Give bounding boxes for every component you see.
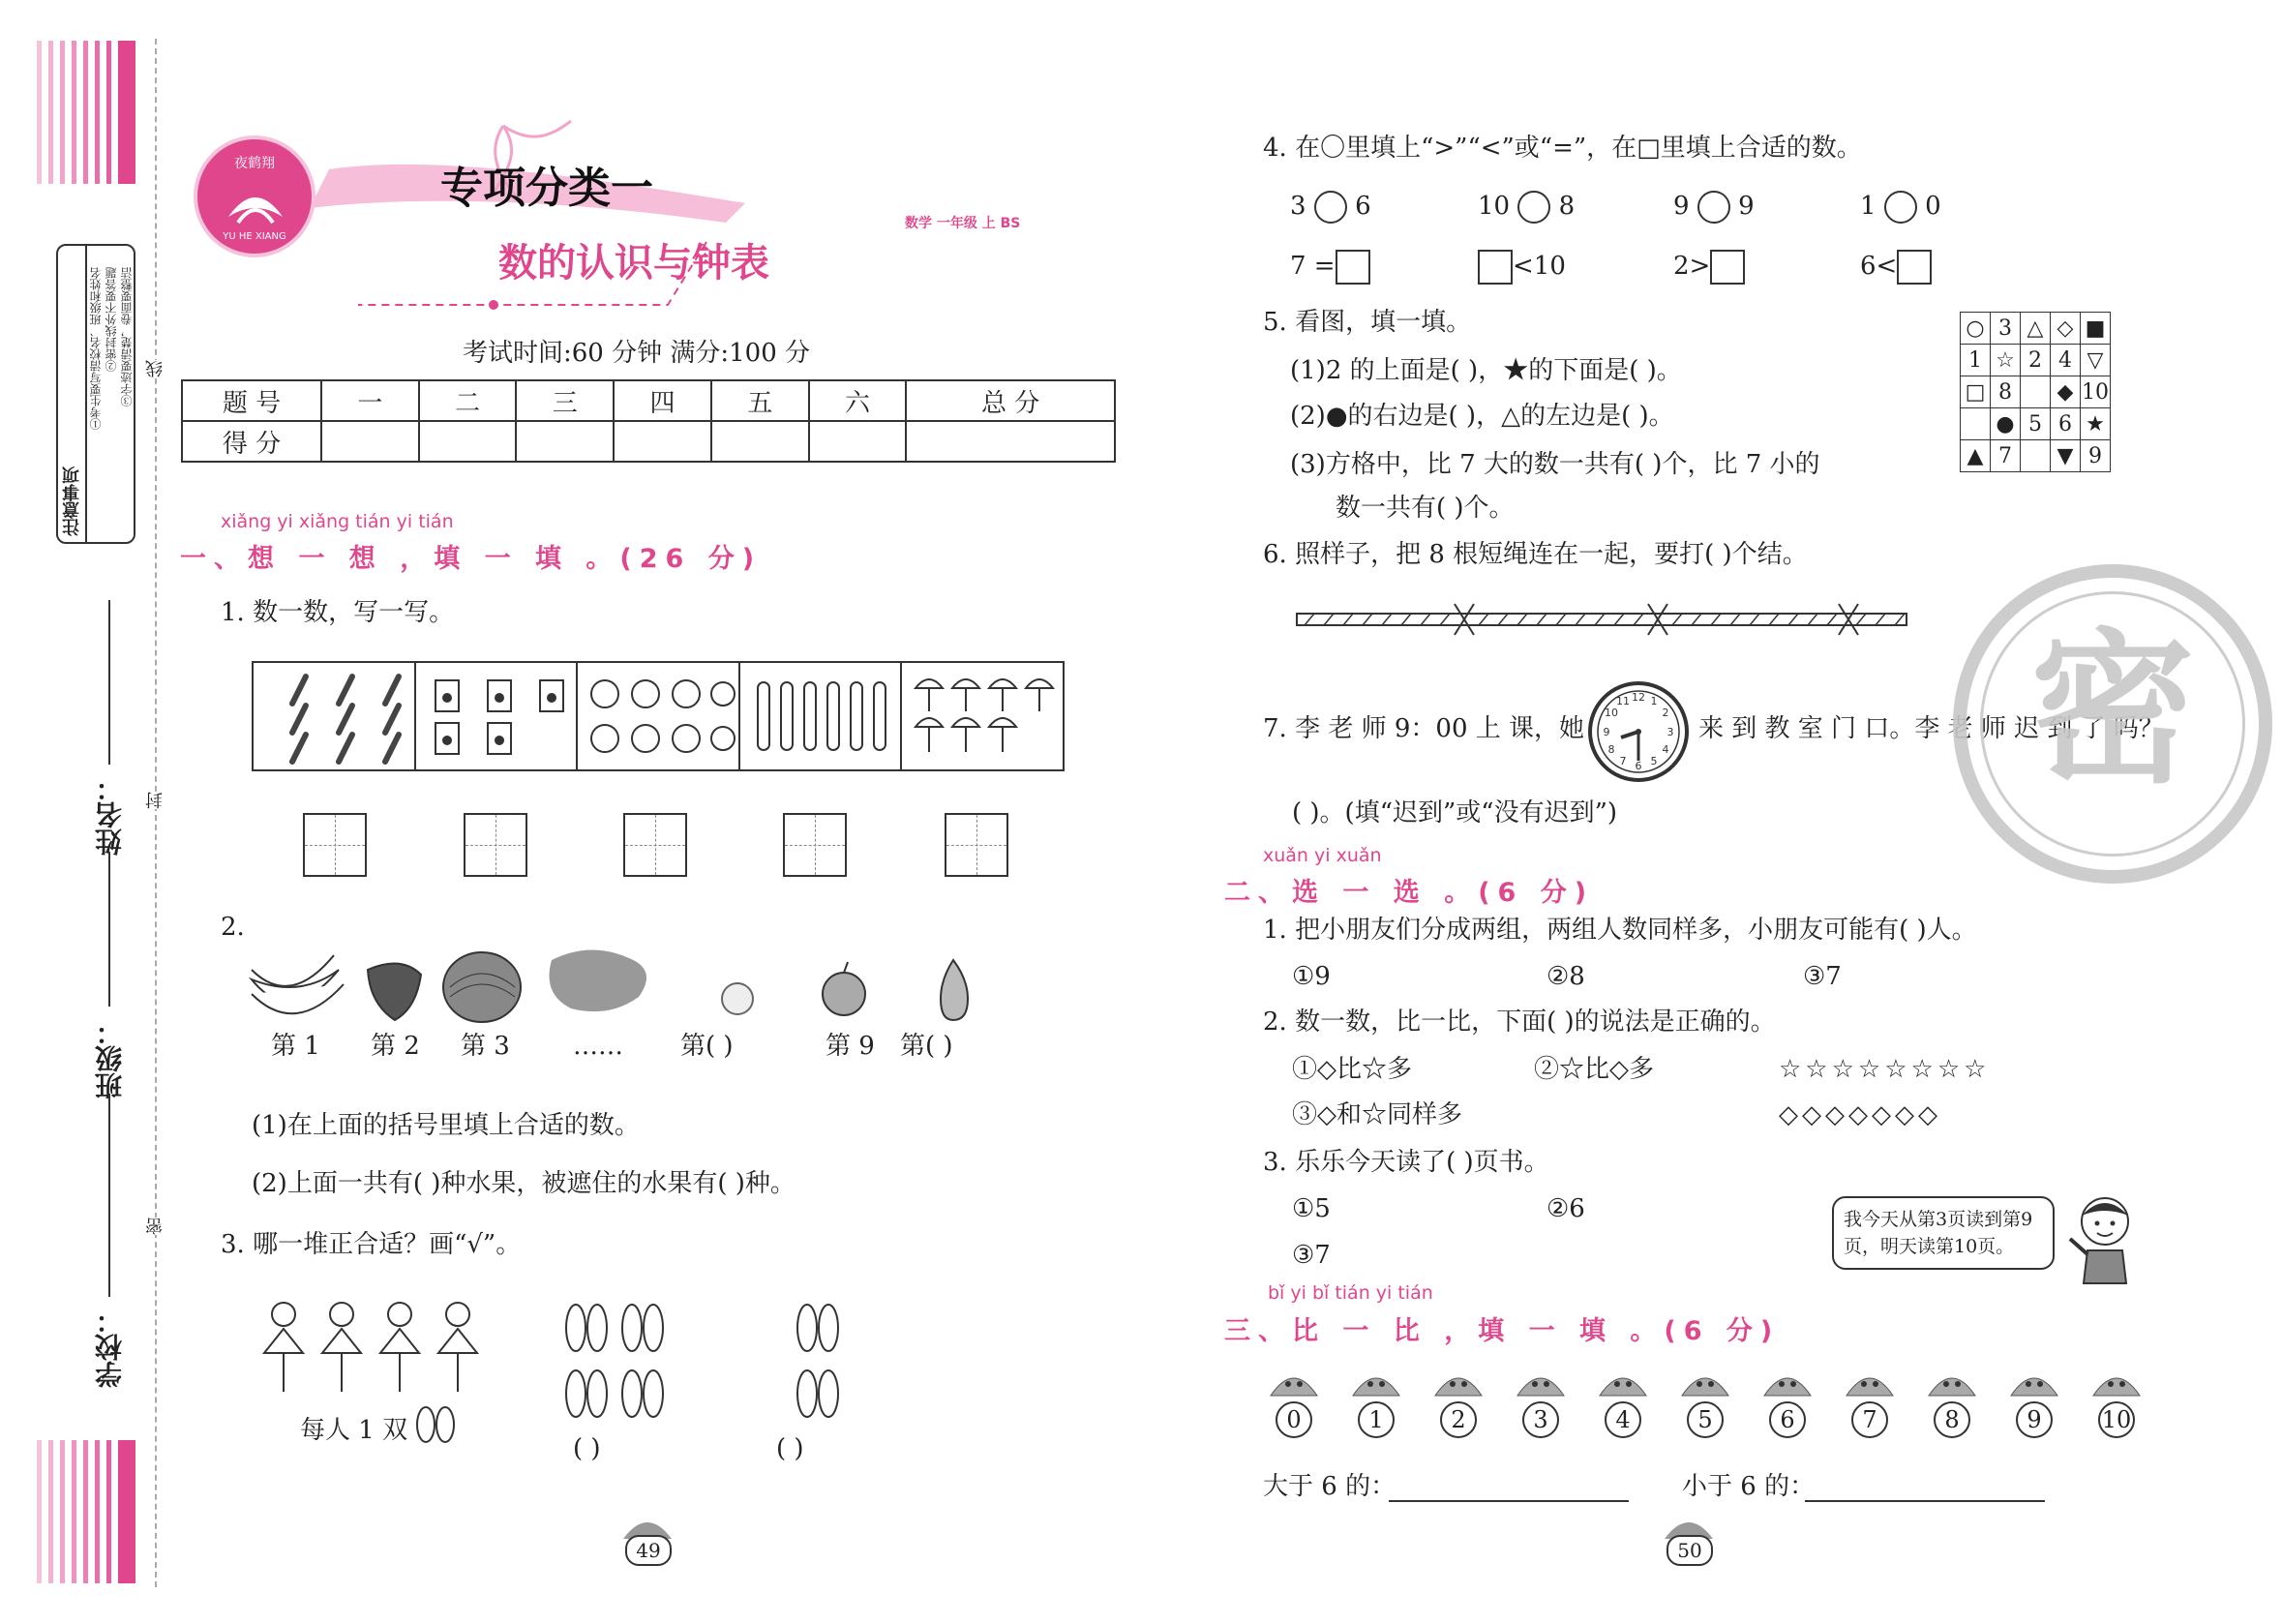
fill-box[interactable] [1336,250,1370,285]
score-header-cell: 总 分 [906,380,1115,421]
q4-right-value: 0 [1925,192,1941,221]
speech-bubble-text: 我今天从第3页读到第9页，明天读第10页。 [1844,1209,2033,1257]
margin-stripes-bottom [37,1440,143,1583]
shoes-pile-a [556,1297,673,1428]
symbol-grid [1960,312,2111,472]
q4-fill-label: 7 = [1290,252,1336,281]
number-circle: 10 [2098,1401,2135,1438]
s2-q3-option-3[interactable]: ③7 [1292,1241,1331,1270]
score-table [181,379,1116,463]
fill-box[interactable] [1478,250,1513,285]
s2-q3-option-2[interactable]: ②6 [1546,1194,1585,1223]
creature-icon [1512,1367,1570,1398]
creature-icon [1841,1367,1899,1398]
umbrellas-group [902,663,1063,769]
s2-q1-option-1[interactable]: ①9 [1292,962,1331,991]
page-number-right-text: 50 [1666,1535,1713,1566]
answer-box-4[interactable] [783,813,847,877]
section2-pinyin: xuǎn yi xuǎn [1263,845,1382,866]
dancers-picture [259,1295,511,1411]
creature-icon [1676,1367,1734,1398]
test-tubes-group [740,663,903,769]
stars-row: ☆☆☆☆☆☆☆☆ [1779,1055,1991,1084]
svg-text:8: 8 [1607,743,1615,756]
q4-fill-label: 6< [1860,252,1898,281]
clock-icon [1584,677,1693,786]
score-header-cell: 五 [711,380,809,421]
brand-name: 夜鹤翔 [234,156,275,171]
answer-box-5[interactable] [945,813,1008,877]
grid-cell: △ [2021,313,2051,345]
creature-icon [1758,1367,1817,1398]
grid-cell: ○ [1961,313,1991,345]
school-field-line[interactable] [108,1094,110,1297]
q5-line-3b: 数一共有( )个。 [1336,494,1515,523]
score-header-cell: 一 [321,380,419,421]
creature-icon [1594,1367,1652,1398]
q1-prompt: 1. 数一数，写一写。 [221,598,455,627]
strawberry-icon [368,964,421,1020]
school-field-label: 学校： [94,1307,126,1388]
grid-cell: ▲ [1961,440,1991,472]
score-cell[interactable] [516,421,614,462]
score-header-cell: 题 号 [182,380,321,421]
fruit-label-blank-1[interactable]: 第( ) [680,1032,734,1061]
grid-cell: 6 [2051,408,2081,440]
score-cell[interactable] [614,421,711,462]
number-creature [1676,1367,1734,1438]
fruit-label-blank-2[interactable]: 第( ) [900,1032,953,1061]
number-circle: 1 [1358,1401,1395,1438]
watermelon-icon [443,952,521,1022]
grid-cell: ◆ [2051,376,2081,408]
q2-part1: (1)在上面的括号里填上合适的数。 [252,1111,640,1140]
grid-cell: 3 [1991,313,2021,345]
grid-cell: 9 [2081,440,2111,472]
score-header-cell: 六 [809,380,907,421]
q7-part-a: 7. 李 老 师 9：00 上 课，她 [1263,714,1585,743]
page-number-left [619,1510,676,1568]
slipper-pair-icon [411,1403,460,1447]
number-creature [1347,1367,1405,1438]
page-number-left-text: 49 [625,1535,672,1566]
notice-1: ①考生要写清校名、班级和姓名 [89,267,103,430]
score-header-cell: 二 [419,380,517,421]
name-field-label: 姓名： [94,774,126,856]
s2-q2-option-3[interactable]: ③◇和☆同样多 [1292,1100,1462,1129]
q4-right-value: 6 [1355,192,1371,221]
q2-part2: (2)上面一共有( )种水果，被遮住的水果有( )种。 [252,1169,796,1198]
svg-text:12: 12 [1632,691,1645,704]
header-title: 专项分类一 [440,164,653,213]
section1-title: 一、想 一 想 ，填 一 填 。(26 分) [180,544,763,574]
q4-compare-1 [1290,191,1371,224]
q7-part-b: 来 到 教 室 门 口。李 老 师 迟 到 了 吗？ [1698,714,2164,743]
fruit-label-ellipsis: …… [573,1032,623,1061]
q5-line-1: (1)2 的上面是( )，★的下面是( )。 [1290,356,1682,385]
squirrels-group [578,663,740,769]
s2-q1-option-2[interactable]: ②8 [1546,962,1585,991]
page-number-right [1661,1510,1717,1568]
notice-box [56,244,135,544]
creature-icon [2005,1367,2063,1398]
q7-part-c: ( )。(填“迟到”或“没有迟到”) [1292,798,1618,827]
s2-q2-option-2[interactable]: ②☆比◇多 [1534,1055,1654,1084]
margin-stripes-top [37,41,143,184]
seal-line [155,39,157,1587]
q4-compare-4 [1860,191,1941,224]
brand-mark-icon [225,178,286,226]
greater-than-answer-line[interactable] [1389,1500,1629,1502]
number-creature [1429,1367,1487,1438]
fruit-label-2: 第 2 [371,1032,420,1061]
header-tag: 数学 一年级 上 BS [905,216,1021,231]
answer-box-1[interactable] [303,813,367,877]
svg-text:3: 3 [1666,726,1674,738]
q3-answer-b[interactable]: ( ) [776,1434,804,1463]
grid-cell: ■ [2081,313,2111,345]
bananas-icon [252,955,344,1013]
creature-icon [1429,1367,1487,1398]
q4-right-value: 9 [1738,192,1755,221]
score-cell[interactable] [711,421,809,462]
answer-box-3[interactable] [623,813,687,877]
q6-prompt: 6. 照样子，把 8 根短绳连在一起，要打( )个结。 [1263,540,1808,569]
grid-cell: 5 [2021,408,2051,440]
q3-prompt: 3. 哪一堆正合适？画“√”。 [221,1230,522,1259]
number-creature [1594,1367,1652,1438]
q4-fill-label: <10 [1513,252,1566,281]
notice-3: ③字迹要清楚，卷面要整洁 [120,267,134,406]
svg-text:1: 1 [1650,695,1658,707]
fruit-label-9: 第 9 [826,1032,875,1061]
svg-text:6: 6 [1635,760,1642,772]
less-than-answer-line[interactable] [1805,1500,2045,1502]
exam-info: 考试时间:60 分钟 满分:100 分 [463,339,811,368]
s2-q1: 1. 把小朋友们分成两组，两组人数同样多，小朋友可能有( )人。 [1263,916,1977,945]
svg-text:4: 4 [1662,743,1669,756]
q4-fill-4 [1860,250,1932,285]
class-field-label: 班级： [94,1018,126,1099]
fruit-label-1: 第 1 [271,1032,320,1061]
q4-compare-2 [1478,191,1575,224]
s2-q3-option-1[interactable]: ①5 [1292,1194,1331,1223]
q4-fill-label: 2> [1673,252,1711,281]
number-creature [2087,1367,2146,1438]
number-circle: 5 [1687,1401,1724,1438]
q4-left-value: 1 [1860,192,1877,221]
section3-title: 三、比 一 比 ，填 一 填 。(6 分) [1224,1316,1781,1346]
q4-left-value: 10 [1478,192,1511,221]
svg-text:7: 7 [1619,755,1627,767]
number-creature [1265,1367,1323,1438]
counting-picture-box [252,661,1065,771]
confidential-stamp [1953,564,2272,884]
fruit-label-3: 第 3 [461,1032,510,1061]
section2-title: 二、选 一 选 。(6 分) [1224,878,1595,908]
grid-cell: 2 [2021,345,2051,376]
svg-text:9: 9 [1603,726,1610,738]
compare-circle[interactable] [1314,191,1347,224]
score-header-row [182,380,1115,421]
svg-text:10: 10 [1605,707,1618,719]
grid-cell [2021,376,2051,408]
number-circle: 2 [1440,1401,1477,1438]
number-circle: 8 [1934,1401,1970,1438]
grid-cell: 1 [1961,345,1991,376]
seal-word-mi: 密 [145,1218,165,1235]
svg-text:2: 2 [1662,707,1669,719]
fruits-row [242,941,997,1028]
q5-prompt: 5. 看图，填一填。 [1263,308,1472,337]
svg-text:5: 5 [1650,755,1658,767]
covered-fruits-blob [550,949,647,1011]
score-row [182,421,1115,462]
s2-q2-option-1[interactable]: ①◇比☆多 [1292,1055,1412,1084]
notice-2: ②密封线外不要答题 [105,267,118,372]
q4-left-value: 3 [1290,192,1306,221]
q4-fill-1 [1290,250,1370,285]
grid-cell: ◇ [2051,313,2081,345]
notice-title: 注意事项 [62,466,82,536]
q5-line-3: (3)方格中，比 7 大的数一共有( )个，比 7 小的 [1290,450,1820,479]
grid-cell: 10 [2081,376,2111,408]
svg-text:11: 11 [1616,695,1630,707]
pencils-icon [263,663,418,769]
compare-circle[interactable] [1517,191,1550,224]
grid-cell: 8 [1991,376,2021,408]
score-cell[interactable] [906,421,1115,462]
speech-bubble [1832,1196,2055,1270]
q3-answer-a[interactable]: ( ) [573,1434,601,1463]
s2-q2: 2. 数一数，比一比，下面( )的说法是正确的。 [1263,1007,1776,1037]
header-subtitle: 数的认识与钟表 [498,241,769,286]
creature-icon [1265,1367,1323,1398]
q3-caption: 每人 1 双 [300,1416,408,1445]
section3-pinyin: bǐ yi bǐ tián yi tián [1268,1282,1433,1304]
number-circle: 4 [1605,1401,1641,1438]
number-circle: 3 [1522,1401,1559,1438]
number-creature [1512,1367,1570,1438]
shoes-pile-b [794,1297,852,1428]
score-cell[interactable] [321,421,419,462]
number-creature [1841,1367,1899,1438]
class-field-line[interactable] [108,852,110,1007]
umbrella-icon [908,663,1063,769]
number-creature [1923,1367,1981,1438]
number-creature [1758,1367,1817,1438]
grid-cell: ● [1991,408,2021,440]
name-field-line[interactable] [108,600,110,765]
pencils-group [254,663,416,769]
creature-icon [2087,1367,2146,1398]
s2-q3: 3. 乐乐今天读了( )页书。 [1263,1148,1549,1177]
grid-cell: ▼ [2051,440,2081,472]
q5-line-2: (2)●的右边是( )，△的左边是( )。 [1290,402,1674,431]
creature-icon [1923,1367,1981,1398]
grid-cell [1961,408,1991,440]
peach-icon [722,983,753,1014]
q4-left-value: 9 [1673,192,1690,221]
score-header-cell: 四 [614,380,711,421]
compare-circle[interactable] [1884,191,1917,224]
rope-diagram [1295,600,1909,639]
q4-compare-3 [1673,191,1755,224]
diamonds-row: ◇◇◇◇◇◇◇ [1779,1100,1941,1129]
less-than-label: 小于 6 的： [1682,1472,1816,1501]
number-creature [2005,1367,2063,1438]
answer-box-2[interactable] [464,813,527,877]
apple-icon [823,962,865,1015]
brand-name-en: YU HE XIANG [223,231,286,242]
grid-cell: ☆ [1991,345,2021,376]
number-circle: 7 [1851,1401,1888,1438]
grid-cell: ★ [2081,408,2111,440]
fill-box[interactable] [1710,250,1745,285]
grid-cell [2021,440,2051,472]
s2-q1-option-3[interactable]: ③7 [1803,962,1842,991]
squirrel-icon [584,663,738,769]
score-row-label: 得 分 [182,421,321,462]
number-circle: 0 [1276,1401,1312,1438]
seal-word-line: 线 [145,360,165,377]
score-cell[interactable] [419,421,517,462]
number-circle: 6 [1769,1401,1806,1438]
pear-icon [941,960,968,1020]
seal-word-feng: 封 [145,792,165,809]
score-cell[interactable] [809,421,907,462]
juice-box-icon [426,663,581,769]
juice-boxes-group [416,663,579,769]
number-circle: 9 [2016,1401,2053,1438]
section1-pinyin: xiǎng yi xiǎng tián yi tián [221,511,454,532]
fill-box[interactable] [1897,250,1932,285]
grid-cell: □ [1961,376,1991,408]
stamp-text: 密 [2029,615,2195,806]
grid-cell: 7 [1991,440,2021,472]
q4-prompt: 4. 在〇里填上“>”“<”或“=”，在□里填上合适的数。 [1263,134,1862,163]
q2-number: 2. [221,913,245,942]
test-tube-icon [750,663,905,769]
grid-cell: 4 [2051,345,2081,376]
boy-icon [2066,1190,2144,1287]
q4-fill-3 [1673,250,1745,285]
q4-right-value: 8 [1558,192,1576,221]
creature-icon [1347,1367,1405,1398]
greater-than-label: 大于 6 的： [1263,1472,1396,1501]
compare-circle[interactable] [1697,191,1730,224]
grid-cell: ▽ [2081,345,2111,376]
brand-logo [194,135,315,257]
score-header-cell: 三 [516,380,614,421]
q4-fill-2 [1478,250,1566,285]
